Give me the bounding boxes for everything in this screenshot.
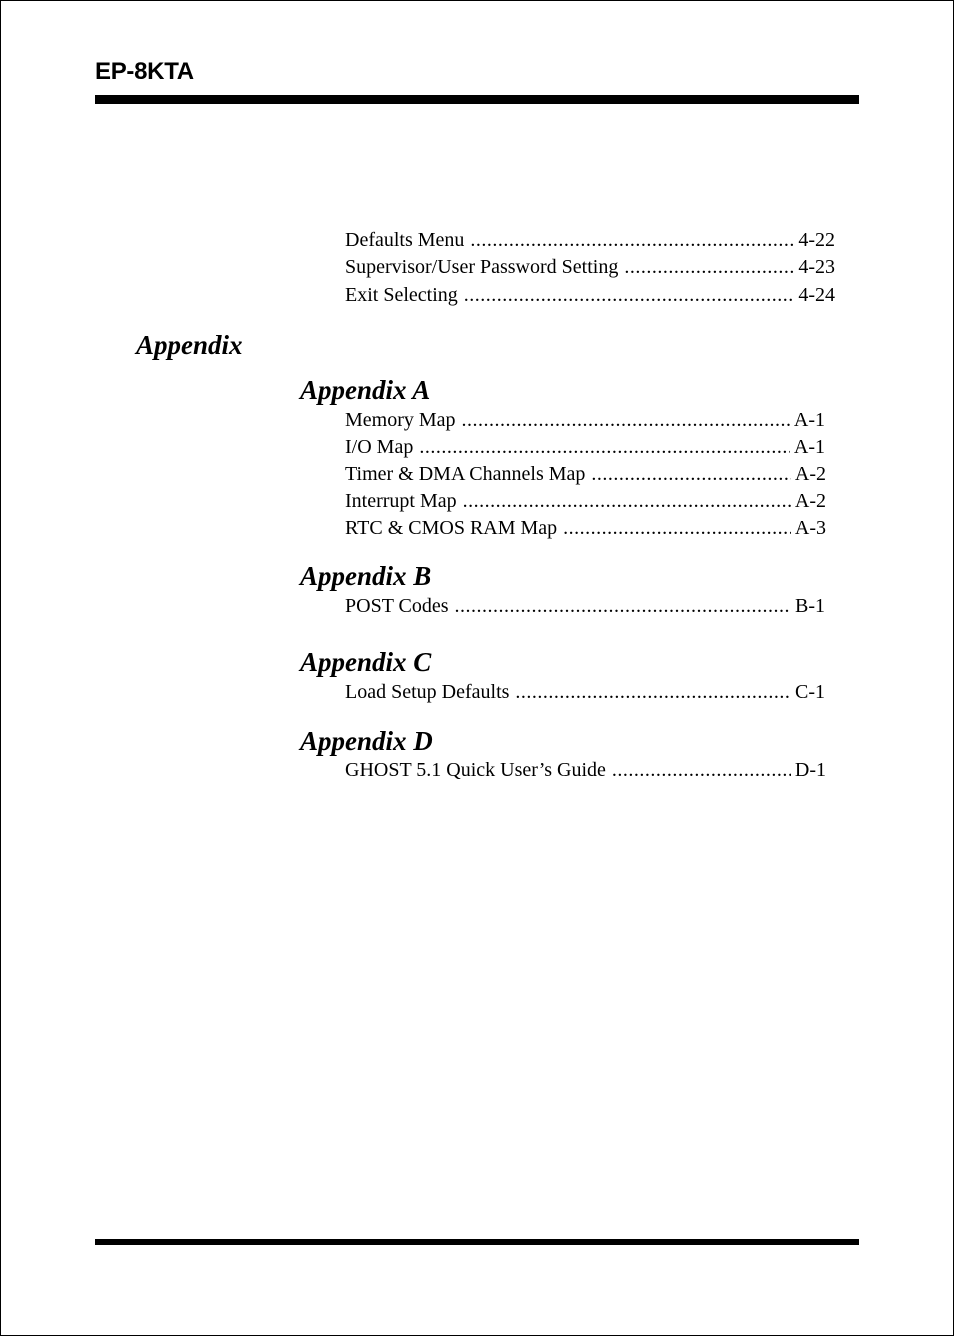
toc-entry-page: 4-24	[798, 284, 835, 306]
toc-entry-label: Load Setup Defaults	[345, 681, 510, 703]
toc-entry-page: A-1	[793, 409, 825, 431]
toc-entry-timer-dma-map[interactable]	[345, 461, 826, 487]
toc-entry-page: B-1	[795, 595, 825, 617]
toc-entry-page: A-3	[794, 517, 826, 539]
document-title: EP-8KTA	[95, 58, 194, 85]
toc-entry-load-setup-defaults[interactable]	[345, 679, 825, 705]
toc-dot-leader	[419, 434, 790, 460]
toc-entry-label: Defaults Menu	[345, 229, 465, 251]
appendix-chapter-heading: Appendix	[136, 330, 243, 360]
toc-dot-leader	[591, 461, 791, 487]
toc-dot-leader	[464, 282, 795, 308]
toc-entry-memory-map[interactable]	[345, 407, 825, 433]
toc-entry-page: 4-22	[798, 229, 835, 251]
toc-dot-leader	[462, 407, 790, 433]
toc-dot-leader	[624, 254, 794, 280]
toc-entry-page: A-2	[794, 463, 826, 485]
toc-entry-label: GHOST 5.1 Quick User’s Guide	[345, 759, 606, 781]
toc-entry-post-codes[interactable]	[345, 593, 825, 619]
toc-entry-page: D-1	[794, 759, 826, 781]
toc-dot-leader	[612, 757, 791, 783]
toc-dot-leader	[455, 593, 791, 619]
appendix-b-heading: Appendix B	[300, 561, 432, 591]
toc-entry-label: I/O Map	[345, 436, 414, 458]
toc-entry-label: RTC & CMOS RAM Map	[345, 517, 558, 539]
toc-dot-leader	[470, 227, 794, 253]
toc-dot-leader	[463, 488, 791, 514]
toc-entry-label: POST Codes	[345, 595, 449, 617]
header-rule	[95, 95, 859, 104]
toc-entry-io-map[interactable]	[345, 434, 825, 460]
toc-entry-defaults-menu[interactable]	[345, 227, 835, 253]
appendix-d-heading: Appendix D	[300, 726, 433, 756]
toc-entry-page: C-1	[795, 681, 825, 703]
toc-entry-page: A-1	[793, 436, 825, 458]
toc-entry-exit-selecting[interactable]	[345, 282, 835, 308]
toc-dot-leader	[515, 679, 791, 705]
toc-entry-ghost-guide[interactable]	[345, 757, 826, 783]
toc-entry-rtc-cmos-map[interactable]	[345, 515, 826, 541]
toc-entry-label: Supervisor/User Password Setting	[345, 256, 619, 278]
toc-entry-label: Memory Map	[345, 409, 456, 431]
toc-entry-page: A-2	[794, 490, 826, 512]
footer-rule	[95, 1239, 859, 1245]
appendix-c-heading: Appendix C	[300, 647, 432, 677]
toc-entry-label: Timer & DMA Channels Map	[345, 463, 586, 485]
toc-entry-label: Interrupt Map	[345, 490, 457, 512]
toc-dot-leader	[563, 515, 791, 541]
appendix-a-heading: Appendix A	[300, 375, 431, 405]
toc-entry-password-setting[interactable]	[345, 254, 835, 280]
toc-entry-interrupt-map[interactable]	[345, 488, 826, 514]
toc-entry-page: 4-23	[798, 256, 835, 278]
toc-entry-label: Exit Selecting	[345, 284, 458, 306]
